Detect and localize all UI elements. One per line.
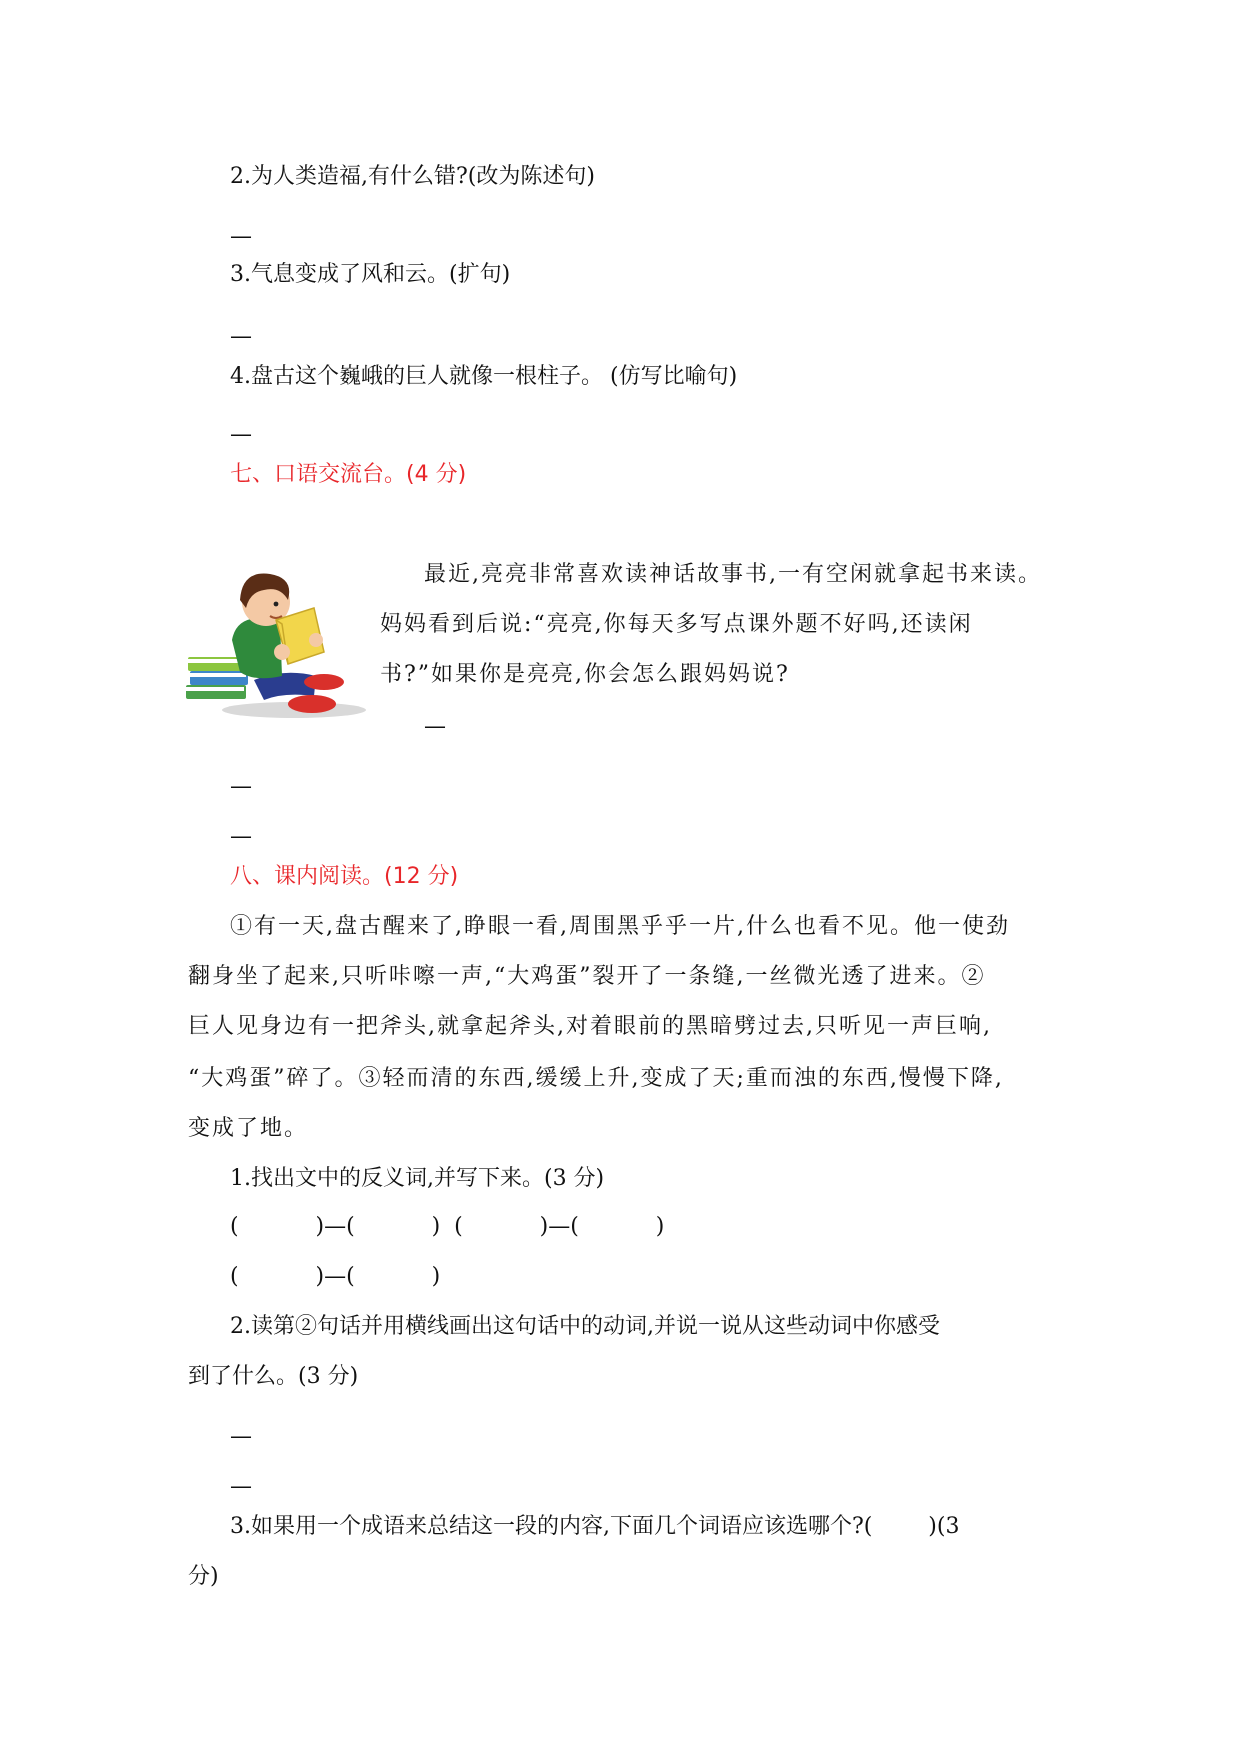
dialogue-paragraph-line-2: 妈妈看到后说:“亮亮,你每天多写点课外题不好吗,还读闲	[380, 612, 973, 637]
answer-blank: —	[230, 324, 252, 349]
section-7-heading: 七、口语交流台。(4 分)	[230, 462, 467, 487]
answer-blank: —	[230, 1424, 252, 1449]
antonym-blanks-row-2: ( )—( )	[230, 1264, 441, 1289]
passage-line: “大鸡蛋”碎了。③轻而清的东西,缓缓上升,变成了天;重而浊的东西,慢慢下降,	[188, 1066, 1004, 1091]
question-8-2-line-2: 到了什么。(3 分)	[188, 1364, 359, 1389]
answer-blank: —	[230, 1474, 252, 1499]
question-6-2: 2.为人类造福,有什么错?(改为陈述句)	[230, 164, 595, 189]
dialogue-paragraph-line-1: 最近,亮亮非常喜欢读神话故事书,一有空闲就拿起书来读。	[424, 562, 1042, 587]
answer-blank: —	[230, 422, 252, 447]
question-6-4: 4.盘古这个巍峨的巨人就像一根柱子。 (仿写比喻句)	[230, 364, 738, 389]
question-8-3-line-1: 3.如果用一个成语来总结这一段的内容,下面几个词语应该选哪个?( )(3	[230, 1514, 960, 1539]
passage-line: ①有一天,盘古醒来了,睁眼一看,周围黑乎乎一片,什么也看不见。他一使劲	[230, 914, 1010, 939]
answer-blank: —	[230, 774, 252, 799]
passage-line: 翻身坐了起来,只听咔嚓一声,“大鸡蛋”裂开了一条缝,一丝微光透了进来。②	[188, 964, 986, 989]
passage-line: 变成了地。	[188, 1116, 309, 1141]
question-8-2-line-1: 2.读第②句话并用横线画出这句话中的动词,并说一说从这些动词中你感受	[230, 1314, 940, 1339]
question-8-1: 1.找出文中的反义词,并写下来。(3 分)	[230, 1166, 605, 1191]
dialogue-paragraph-line-3: 书?”如果你是亮亮,你会怎么跟妈妈说?	[380, 662, 790, 687]
boy-reading-illustration	[184, 560, 366, 720]
answer-blank: —	[424, 714, 446, 739]
question-6-3: 3.气息变成了风和云。(扩句)	[230, 262, 511, 287]
question-8-3-line-2: 分)	[188, 1564, 219, 1589]
section-8-heading: 八、课内阅读。(12 分)	[230, 864, 459, 889]
passage-line: 巨人见身边有一把斧头,就拿起斧头,对着眼前的黑暗劈过去,只听见一声巨响,	[188, 1014, 992, 1039]
answer-blank: —	[230, 824, 252, 849]
antonym-blanks-row-1: ( )—( ) ( )—( )	[230, 1214, 665, 1239]
answer-blank: —	[230, 224, 252, 249]
